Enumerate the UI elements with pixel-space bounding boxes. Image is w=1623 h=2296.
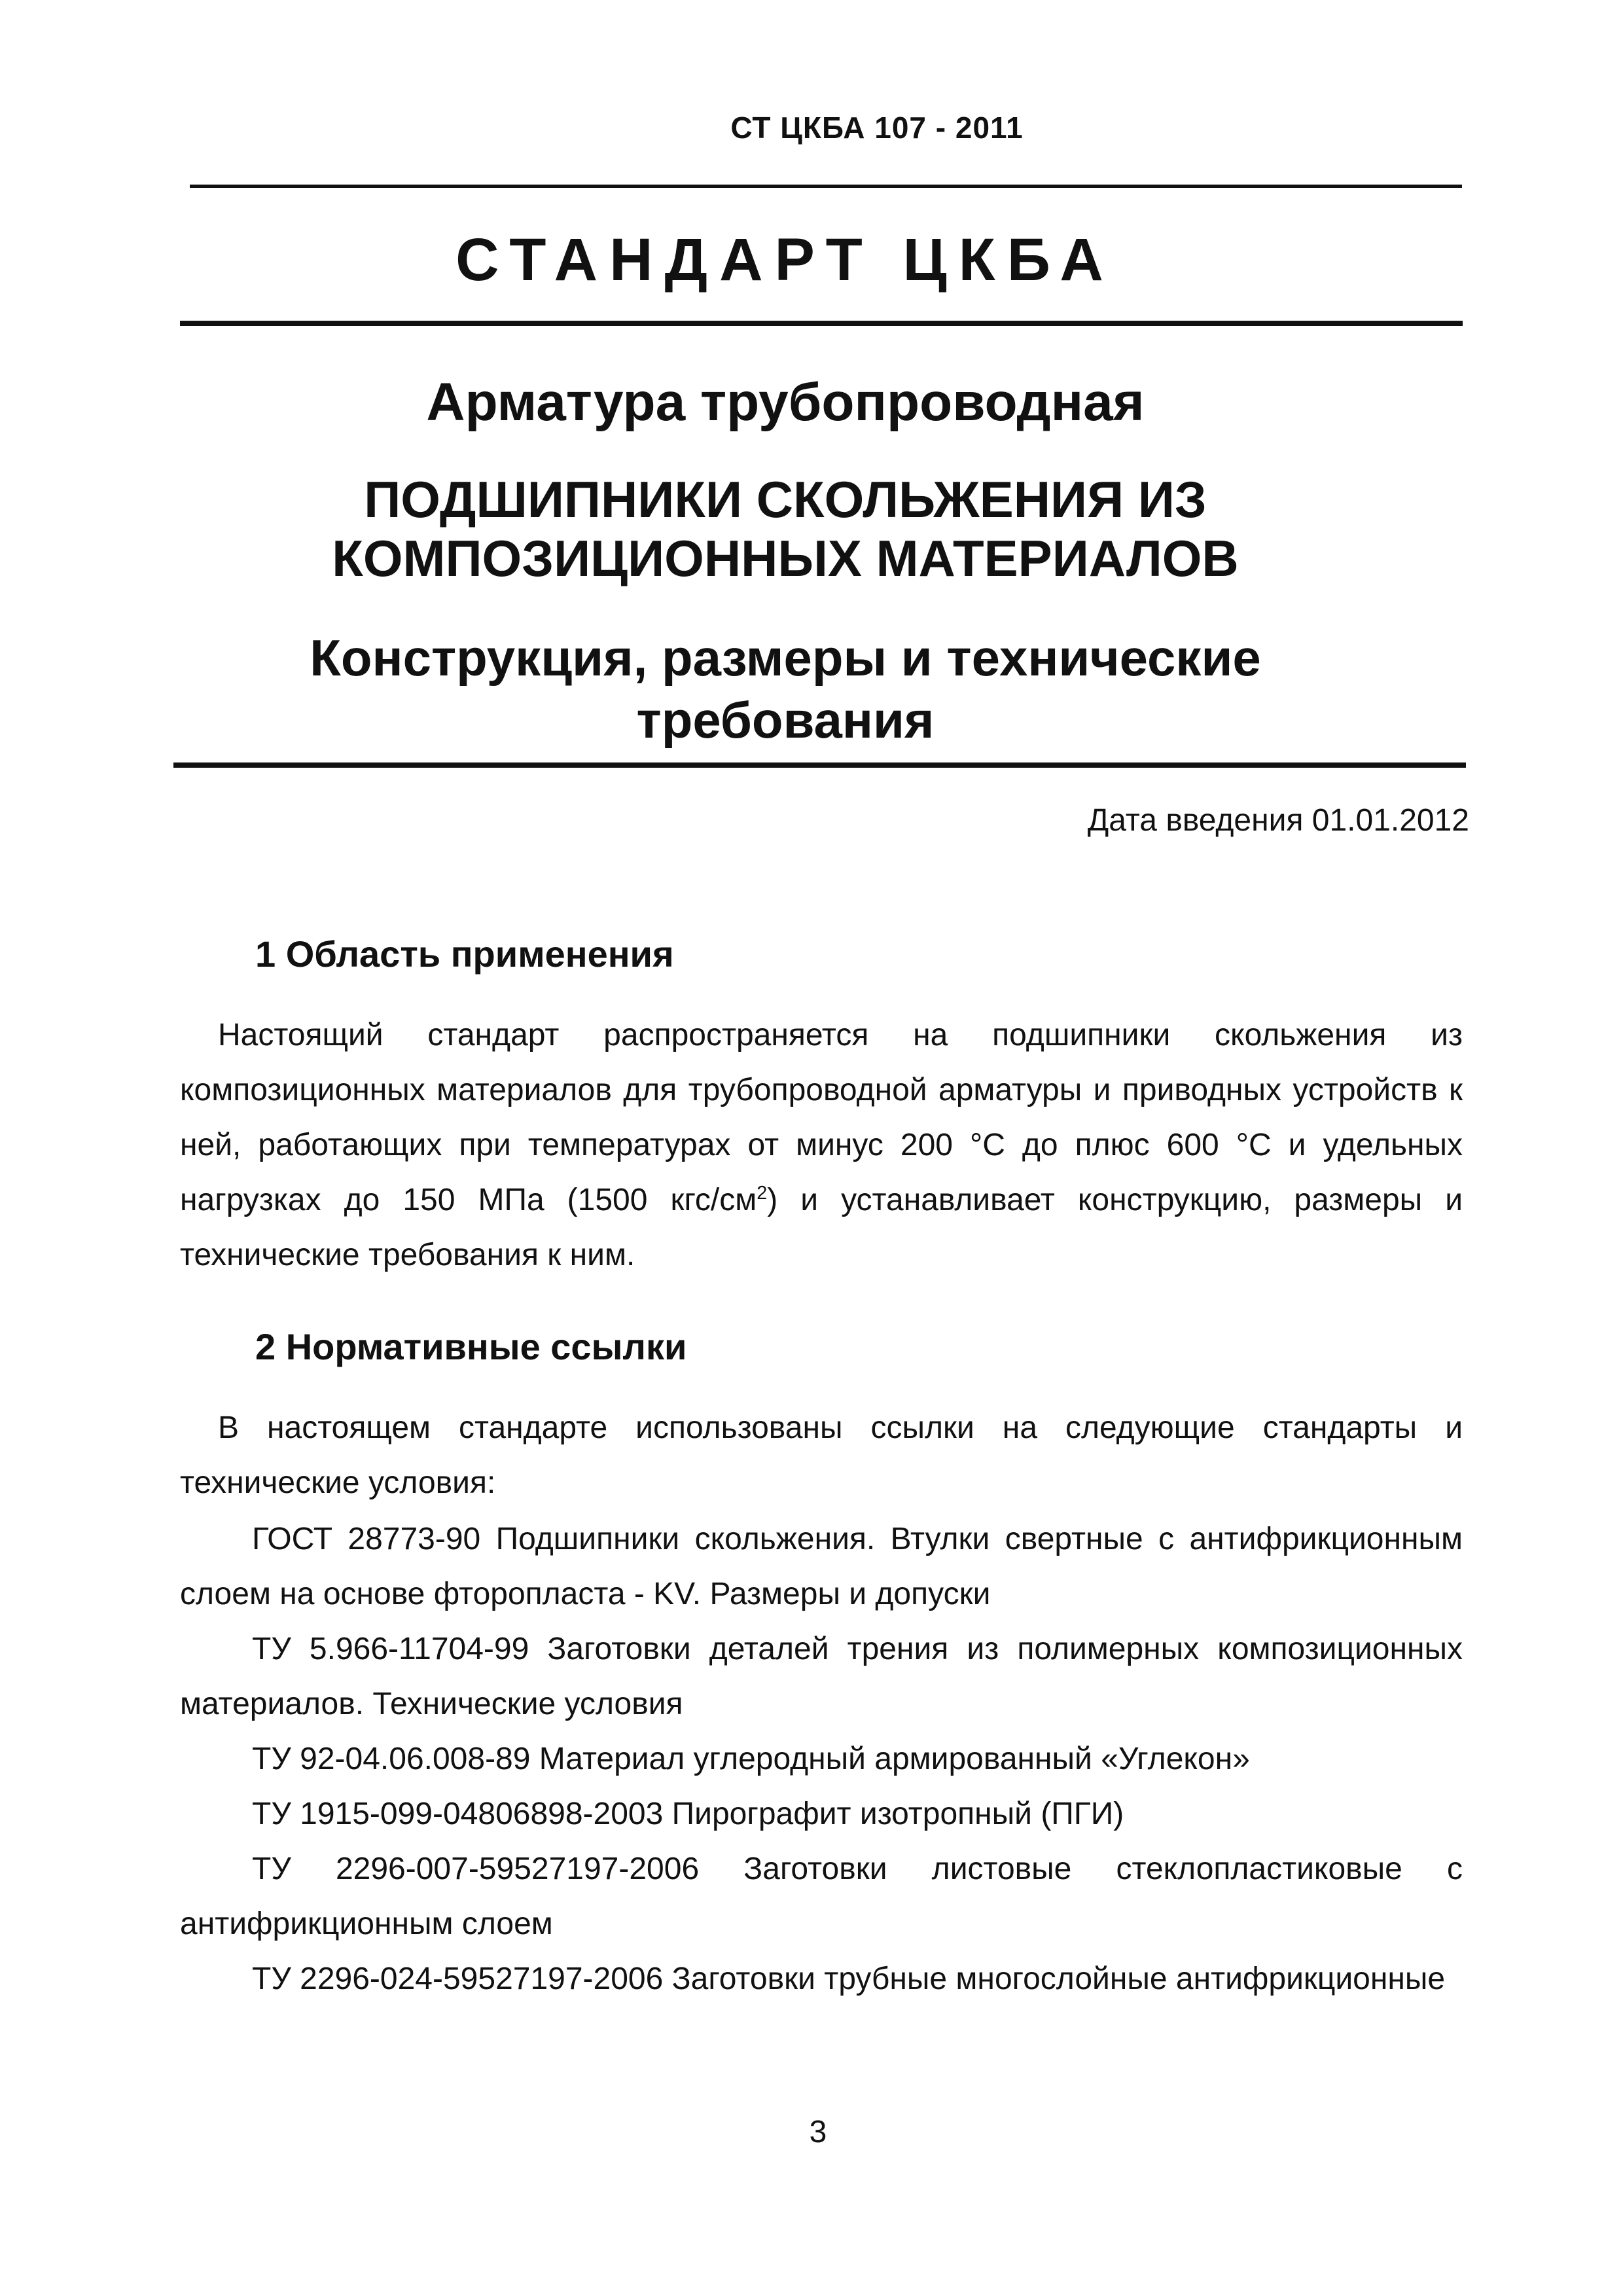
section-1-heading: 1 Область применения (255, 933, 674, 975)
introduction-date: Дата введения 01.01.2012 (1087, 803, 1469, 838)
scope-superscript: 2 (757, 1183, 768, 1204)
page-number: 3 (809, 2115, 827, 2149)
main-title-line-1: ПОДШИПНИКИ СКОЛЬЖЕНИЯ ИЗ (364, 471, 1207, 528)
reference-item: ТУ 5.966-11704-99 Заготовки деталей трения из полимерных композиционных материалов. Технические условия (180, 1632, 1463, 1721)
header-divider (190, 185, 1462, 188)
references-intro: В настоящем стандарте использованы ссылки на следующие стандарты и технические условия: (180, 1410, 1463, 1500)
subtitle-divider (173, 762, 1466, 768)
reference-item: ТУ 92-04.06.008-89 Материал углеродный армированный «Углекон» (252, 1742, 1250, 1776)
section-2-heading: 2 Нормативные ссылки (255, 1326, 687, 1367)
reference-item: ТУ 2296-024-59527197-2006 Заготовки трубные многослойные антифрикционные (252, 1962, 1446, 1996)
scope-text-end: ) и устанавливает конструкцию, размеры и технические требования к ним. (180, 1183, 1463, 1272)
reference-item: ТУ 2296-007-59527197-2006 Заготовки листовые стеклопластиковые с антифрикционным слоем (180, 1852, 1463, 1941)
subtitle-line-2: требования (636, 691, 935, 749)
document-category: Арматура трубопроводная (426, 372, 1145, 432)
reference-item: ТУ 1915-099-04806898-2003 Пирографит изотропный (ПГИ) (252, 1797, 1124, 1831)
standard-title: СТАНДАРТ ЦКБА (455, 226, 1115, 293)
scope-text: Настоящий стандарт распространяется на подшипники скольжения из композиционных материалов для трубопроводной арматуры и приводных устройств к ней, работающих при температурах от минус 200 °С до плюс 600 °С и удельных нагрузках до 150 МПа (1500 кгс/см (180, 1018, 1463, 1217)
scope-paragraph (180, 1008, 1463, 1283)
subtitle-line-1: Конструкция, размеры и технические (310, 629, 1261, 687)
reference-item: ГОСТ 28773-90 Подшипники скольжения. Втулки свертные с антифрикционным слоем на основе фторопласта - KV. Размеры и допуски (180, 1522, 1463, 1611)
main-title-line-2: КОМПОЗИЦИОННЫХ МАТЕРИАЛОВ (332, 529, 1239, 587)
document-number: СТ ЦКБА 107 - 2011 (730, 111, 1024, 145)
title-divider (180, 321, 1463, 326)
